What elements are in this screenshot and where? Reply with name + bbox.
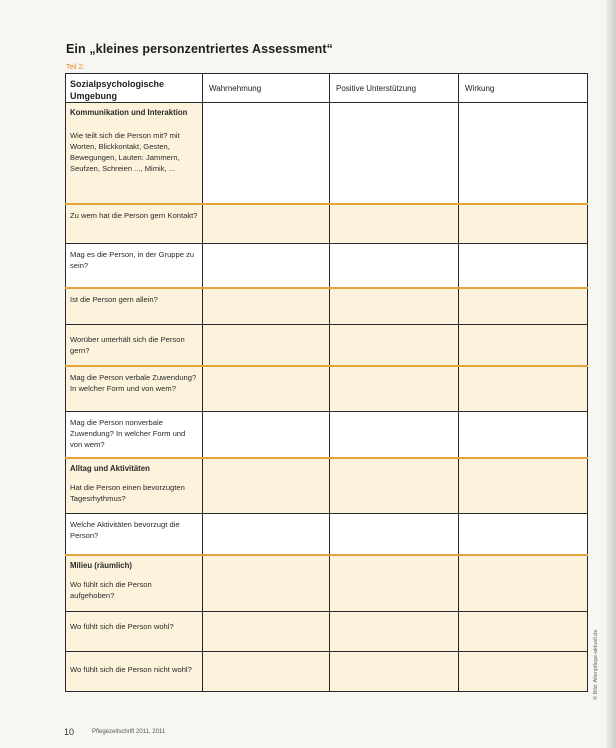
- answer-cell-perception[interactable]: [203, 288, 330, 325]
- side-credit: © Bild: Altenpflege-aktuell.de: [593, 629, 599, 700]
- question-cell: [66, 412, 203, 458]
- question-text: Worüber unterhält sich die Person gern?: [70, 335, 185, 355]
- answer-cell-support[interactable]: [330, 514, 459, 555]
- header-environment: Sozialpsychologische Umgebung: [66, 74, 203, 103]
- table-row: [66, 366, 588, 412]
- question-cell: [66, 652, 203, 692]
- answer-cell-support[interactable]: [330, 612, 459, 652]
- header-perception: Wahrnehmung: [203, 74, 330, 103]
- answer-cell-perception[interactable]: [203, 325, 330, 366]
- answer-cell-perception[interactable]: [203, 458, 330, 514]
- answer-cell-perception[interactable]: [203, 204, 330, 244]
- answer-cell-support[interactable]: [330, 325, 459, 366]
- question-cell: [66, 244, 203, 288]
- answer-cell-effect[interactable]: [459, 288, 588, 325]
- question-cell: [66, 204, 203, 244]
- question-text: Mag es die Person, in der Gruppe zu sein?: [70, 250, 195, 270]
- table-row: [66, 612, 588, 652]
- answer-cell-perception[interactable]: [203, 412, 330, 458]
- answer-cell-perception[interactable]: [203, 652, 330, 692]
- section-heading: Alltag und Aktivitäten: [70, 463, 150, 473]
- table-row: [66, 244, 588, 288]
- answer-cell-support[interactable]: [330, 412, 459, 458]
- question-text: Zu wem hat die Person gern Kontakt?: [70, 210, 198, 220]
- question-text: Ist die Person gern allein?: [70, 294, 158, 304]
- answer-cell-effect[interactable]: [459, 412, 588, 458]
- question-text: Wo fühlt sich die Person aufgehoben?: [70, 579, 152, 600]
- header-effect: Wirkung: [459, 74, 588, 103]
- page-number: 10: [64, 727, 75, 737]
- answer-cell-perception[interactable]: [203, 555, 330, 612]
- answer-cell-support[interactable]: [330, 204, 459, 244]
- question-text: Hat die Person einen bevorzugten Tagesrhythmus?: [70, 482, 185, 503]
- page-title: Ein „kleines personzentriertes Assessment“: [66, 42, 334, 56]
- table-row: [66, 458, 588, 514]
- answer-cell-perception[interactable]: [203, 244, 330, 288]
- footer-source: Pflegezeitschrift 2011, 2011: [92, 729, 166, 735]
- assessment-table: [65, 73, 588, 692]
- answer-cell-perception[interactable]: [203, 612, 330, 652]
- question-text: Wo fühlt sich die Person nicht wohl?: [70, 665, 192, 674]
- table-row: [66, 555, 588, 612]
- question-cell: [66, 555, 203, 612]
- table-row: [66, 514, 588, 555]
- answer-cell-perception[interactable]: [203, 366, 330, 412]
- answer-cell-effect[interactable]: [459, 366, 588, 412]
- answer-cell-support[interactable]: [330, 288, 459, 325]
- answer-cell-effect[interactable]: [459, 458, 588, 514]
- table-header-row: [66, 74, 588, 103]
- answer-cell-effect[interactable]: [459, 612, 588, 652]
- answer-cell-support[interactable]: [330, 458, 459, 514]
- table-row: [66, 204, 588, 244]
- question-cell: [66, 458, 203, 514]
- question-text: Wo fühlt sich die Person wohl?: [70, 622, 174, 631]
- question-text: Mag die Person verbale Zuwendung? In welcher Form und von wem?: [70, 372, 197, 393]
- table-row: [66, 412, 588, 458]
- table-row: [66, 288, 588, 325]
- answer-cell-support[interactable]: [330, 244, 459, 288]
- answer-cell-effect[interactable]: [459, 244, 588, 288]
- question-cell: [66, 288, 203, 325]
- answer-cell-effect[interactable]: [459, 325, 588, 366]
- header-support: Positive Unterstützung: [330, 74, 459, 103]
- answer-cell-support[interactable]: [330, 103, 459, 204]
- table-row: [66, 325, 588, 366]
- section-heading: Milieu (räumlich): [70, 560, 132, 570]
- answer-cell-support[interactable]: [330, 555, 459, 612]
- section-heading: Kommunikation und Interaktion: [70, 108, 188, 117]
- question-text: Wie teilt sich die Person mit? mit Worten, Blickkontakt, Gesten, Bewegungen, Lauten: Jammern, Seufzen, Schreien ..., Mimik, ...: [70, 131, 180, 173]
- answer-cell-effect[interactable]: [459, 652, 588, 692]
- answer-cell-effect[interactable]: [459, 204, 588, 244]
- question-cell: [66, 366, 203, 412]
- answer-cell-support[interactable]: [330, 366, 459, 412]
- question-text: Welche Aktivitäten bevorzugt die Person?: [70, 520, 180, 540]
- part-label: Teil 2:: [66, 64, 85, 71]
- answer-cell-perception[interactable]: [203, 103, 330, 204]
- answer-cell-effect[interactable]: [459, 514, 588, 555]
- answer-cell-support[interactable]: [330, 652, 459, 692]
- answer-cell-effect[interactable]: [459, 555, 588, 612]
- page-edge-shadow: [606, 0, 616, 748]
- question-cell: [66, 514, 203, 555]
- answer-cell-perception[interactable]: [203, 514, 330, 555]
- question-cell: [66, 325, 203, 366]
- question-text: Mag die Person nonverbale Zuwendung? In welcher Form und von wem?: [70, 418, 186, 449]
- table-row: [66, 103, 588, 204]
- answer-cell-effect[interactable]: [459, 103, 588, 204]
- table-row: [66, 652, 588, 692]
- question-cell: [66, 612, 203, 652]
- question-cell: [66, 103, 203, 204]
